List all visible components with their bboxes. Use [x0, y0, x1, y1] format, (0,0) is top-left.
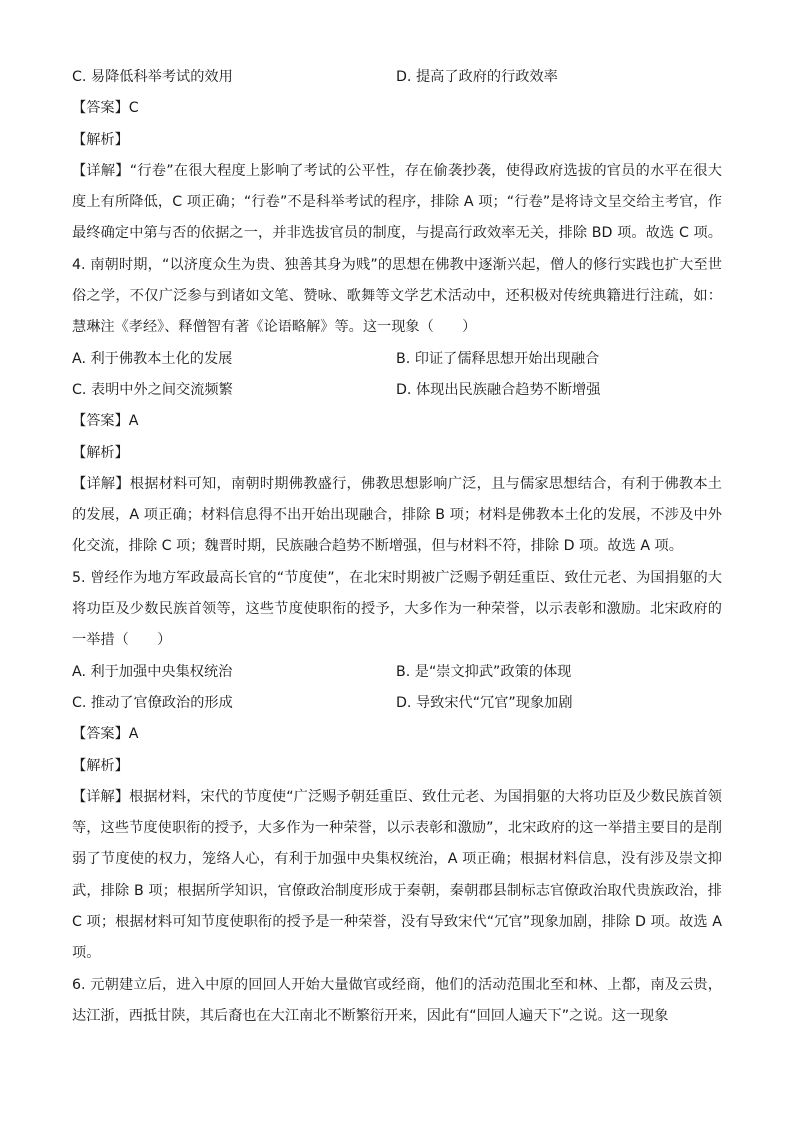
q5-options-row-cd [72, 688, 722, 719]
q4-stem-line-2: 俗之学，不仅广泛参与到诸如文笔、赞咏、歌舞等文学艺术活动中，还积极对传统典籍进行注疏，如： [72, 288, 722, 305]
q3-detail-line-1: 【详解】“行卷”在很大程度上影响了考试的公平性，存在偷袭抄袭，使得政府选拔的官员的水平在很大 [72, 162, 722, 179]
q4-answer: 【答案】A [72, 413, 139, 430]
q4-detail-line-1: 【详解】根据材料可知，南朝时期佛教盛行，佛教思想影响广泛，且与儒家思想结合，有利于佛教本土 [72, 475, 722, 492]
q5-option-a[interactable]: A. 利于加强中央集权统治 [72, 663, 233, 680]
q5-option-c[interactable]: C. 推动了官僚政治的形成 [72, 694, 233, 711]
q5-options-row-ab [72, 657, 722, 688]
q3-detail-line-3: 最终确定中第与否的依据之一，并非选拔官员的制度，与提高行政效率无关，排除 BD 项。故选 C 项。 [72, 225, 722, 242]
q4-stem-line-1: 4. 南朝时期，“以济度众生为贵、独善其身为贱”的思想在佛教中逐渐兴起，僧人的修行实践也扩大至世 [72, 256, 722, 273]
q3-answer: 【答案】C [72, 100, 139, 117]
q5-stem-line-3: 一举措（ ） [72, 632, 172, 649]
q6-stem-line-1: 6. 元朝建立后，进入中原的回回人开始大量做官或经商，他们的活动范围北至和林、上都，南及云贵， [72, 976, 722, 993]
q5-analysis-heading: 【解析】 [72, 757, 129, 774]
q4-analysis-heading: 【解析】 [72, 444, 129, 461]
q4-option-d[interactable]: D. 体现出民族融合趋势不断增强 [396, 381, 601, 398]
q4-option-a[interactable]: A. 利于佛教本土化的发展 [72, 350, 233, 367]
q3-options-row-cd [72, 62, 722, 93]
q3-option-d[interactable]: D. 提高了政府的行政效率 [396, 69, 558, 85]
q5-stem-line-1: 5. 曾经作为地方军政最高长官的“节度使”，在北宋时期被广泛赐予朝廷重臣、致仕元老、为国捐躯的大 [72, 569, 722, 586]
q5-detail-line-2: 等，这些节度使职衔的授予，大多作为一种荣誉，以示表彰和激励”，北宋政府的这一举措主要目的是削 [72, 820, 722, 837]
q4-options-row-ab [72, 344, 722, 375]
q6-stem-line-2: 达江浙，西抵甘陕，其后裔也在大江南北不断繁衍开来，因此有“回回人遍天下”之说。这一现象 [72, 1007, 669, 1024]
q4-detail-line-2: 的发展，A 项正确；材料信息得不出开始出现融合，排除 B 项；材料是佛教本土化的发展，不涉及中外 [72, 507, 722, 524]
q5-answer: 【答案】A [72, 726, 139, 743]
q3-detail-line-2: 度上有所降低，C 项正确；“行卷”不是科举考试的程序，排除 A 项；“行卷”是将诗文呈交给主考官，作 [72, 194, 722, 211]
q5-detail-line-3: 弱了节度使的权力，笼络人心，有利于加强中央集权统治，A 项正确；根据材料信息，没有涉及崇文抑 [72, 851, 722, 868]
q5-detail-line-5: C 项；根据材料可知节度使职衔的授予是一种荣誉，没有导致宋代“冗官”现象加剧，排除 D 项。故选 A [72, 914, 722, 931]
q5-option-b[interactable]: B. 是“崇文抑武”政策的体现 [396, 663, 572, 680]
q4-options-row-cd [72, 375, 722, 406]
q5-detail-line-1: 【详解】根据材料，宋代的节度使“广泛赐予朝廷重臣、致仕元老、为国捐躯的大将功臣及少数民族首领 [72, 788, 722, 805]
q4-detail-line-3: 化交流，排除 C 项；魏晋时期，民族融合趋势不断增强，但与材料不符，排除 D 项。故选 A 项。 [72, 538, 683, 555]
q4-stem-line-3: 慧琳注《孝经》、释僧智有著《论语略解》等。这一现象（ ） [72, 319, 477, 336]
q4-option-c[interactable]: C. 表明中外之间交流频繁 [72, 381, 233, 398]
q4-option-b[interactable]: B. 印证了儒释思想开始出现融合 [396, 350, 600, 367]
q3-option-c[interactable]: C. 易降低科举考试的效用 [72, 69, 233, 85]
document-page [72, 62, 722, 1032]
q5-option-d[interactable]: D. 导致宋代“冗官”现象加剧 [396, 694, 573, 711]
q5-detail-line-4: 武，排除 B 项；根据所学知识，官僚政治制度形成于秦朝，秦朝郡县制标志官僚政治取代贵族政治，排 [72, 882, 722, 899]
q5-stem-line-2: 将功臣及少数民族首领等，这些节度使职衔的授予，大多作为一种荣誉，以示表彰和激励。北宋政府的 [72, 601, 722, 618]
q5-detail-line-6: 项。 [72, 945, 101, 962]
q3-analysis-heading: 【解析】 [72, 131, 129, 148]
